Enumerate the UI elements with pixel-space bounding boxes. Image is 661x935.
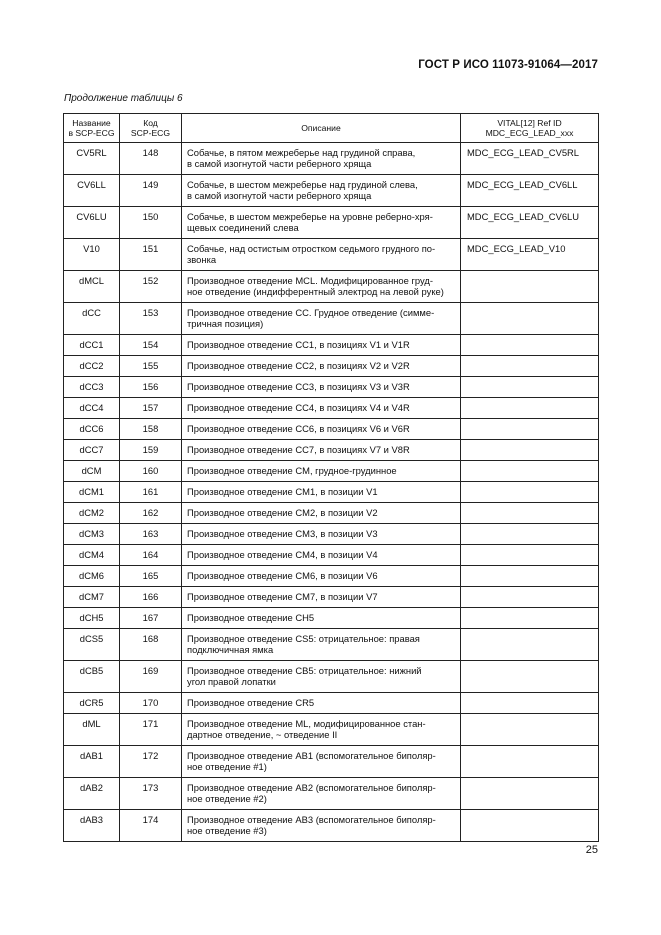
description-line: ное отведение #2): [187, 793, 267, 804]
lead-code-cell: 151: [120, 239, 182, 271]
table-row: [64, 693, 599, 714]
description-line: в самой изогнутой части реберного хряща: [187, 190, 372, 201]
lead-description-cell: [182, 566, 461, 587]
description-line: Производное отведение AB2 (вспомогательное биполяр-: [187, 782, 436, 793]
lead-description-cell: [182, 271, 461, 303]
table-row: [64, 207, 599, 239]
description-line: Производное отведение MCL. Модифицированное груд-: [187, 275, 433, 286]
ref-id-cell: [461, 377, 599, 398]
lead-code-cell: 162: [120, 503, 182, 524]
lead-description-cell: [182, 175, 461, 207]
description-line: Собачье, над остистым отростком седьмого грудного по-: [187, 243, 436, 254]
lead-name-cell: dAB3: [64, 810, 120, 842]
lead-code-cell: 159: [120, 440, 182, 461]
description-line: Производное отведение CM2, в позиции V2: [187, 507, 378, 518]
lead-description-cell: [182, 545, 461, 566]
lead-description-cell: [182, 303, 461, 335]
lead-description-cell: [182, 629, 461, 661]
standard-designation: ГОСТ Р ИСО 11073-91064—2017: [418, 59, 598, 71]
lead-code-cell: 174: [120, 810, 182, 842]
lead-description-cell: [182, 587, 461, 608]
lead-name-cell: dMCL: [64, 271, 120, 303]
lead-name-cell: dCM6: [64, 566, 120, 587]
column-header-code: [120, 114, 182, 143]
description-line: Производное отведение CB5: отрицательное: нижний: [187, 665, 422, 676]
ref-id-cell: [461, 335, 599, 356]
lead-description-cell: [182, 356, 461, 377]
ref-id-cell: [461, 461, 599, 482]
lead-name-cell: dCC7: [64, 440, 120, 461]
lead-description-cell: [182, 440, 461, 461]
ref-id-cell: MDC_ECG_LEAD_CV5RL: [461, 143, 599, 175]
lead-code-cell: 165: [120, 566, 182, 587]
table-row: [64, 239, 599, 271]
lead-name-cell: CV6LU: [64, 207, 120, 239]
ref-id-cell: [461, 482, 599, 503]
ref-id-cell: [461, 608, 599, 629]
lead-code-cell: 171: [120, 714, 182, 746]
description-line: Собачье, в пятом межреберье над грудиной справа,: [187, 147, 416, 158]
lead-name-cell: dCM: [64, 461, 120, 482]
column-header-line: Описание: [301, 123, 341, 133]
lead-code-cell: 149: [120, 175, 182, 207]
description-line: в самой изогнутой части реберного хряща: [187, 158, 372, 169]
lead-name-cell: dCM1: [64, 482, 120, 503]
lead-code-cell: 173: [120, 778, 182, 810]
table-row: [64, 503, 599, 524]
lead-description-cell: [182, 661, 461, 693]
table-row: [64, 143, 599, 175]
lead-description-cell: [182, 482, 461, 503]
ref-id-cell: [461, 440, 599, 461]
ref-id-cell: MDC_ECG_LEAD_CV6LU: [461, 207, 599, 239]
lead-name-cell: CV6LL: [64, 175, 120, 207]
table-header-row: [64, 114, 599, 143]
table-row: [64, 746, 599, 778]
lead-code-cell: 157: [120, 398, 182, 419]
lead-name-cell: dML: [64, 714, 120, 746]
table-row: [64, 810, 599, 842]
description-line: звонка: [187, 254, 217, 265]
description-line: Производное отведение CC7, в позициях V7 и V8R: [187, 444, 410, 455]
description-line: ное отведение (индифферентный электрод на левой руке): [187, 286, 444, 297]
ref-id-cell: [461, 566, 599, 587]
lead-description-cell: [182, 714, 461, 746]
lead-code-cell: 148: [120, 143, 182, 175]
lead-code-cell: 169: [120, 661, 182, 693]
lead-code-cell: 167: [120, 608, 182, 629]
description-line: тричная позиция): [187, 318, 264, 329]
lead-name-cell: V10: [64, 239, 120, 271]
lead-description-cell: [182, 503, 461, 524]
column-header-ref-id: [461, 114, 599, 143]
lead-description-cell: [182, 335, 461, 356]
description-line: Собачье, в шестом межреберье над грудиной слева,: [187, 179, 418, 190]
description-line: Производное отведение CM1, в позиции V1: [187, 486, 378, 497]
table-caption: Продолжение таблицы 6: [64, 93, 183, 104]
table-row: [64, 482, 599, 503]
lead-description-cell: [182, 693, 461, 714]
description-line: Производное отведение CC. Грудное отведение (симме-: [187, 307, 435, 318]
description-line: Производное отведение CM7, в позиции V7: [187, 591, 378, 602]
lead-code-cell: 170: [120, 693, 182, 714]
table-row: [64, 524, 599, 545]
description-line: Производное отведение CM4, в позиции V4: [187, 549, 378, 560]
table-row: [64, 335, 599, 356]
ref-id-cell: [461, 629, 599, 661]
lead-description-cell: [182, 143, 461, 175]
ref-id-cell: [461, 356, 599, 377]
lead-name-cell: dCS5: [64, 629, 120, 661]
description-line: ное отведение #1): [187, 761, 267, 772]
lead-code-cell: 161: [120, 482, 182, 503]
ref-id-cell: [461, 271, 599, 303]
lead-description-cell: [182, 377, 461, 398]
description-line: щевых соединений слева: [187, 222, 299, 233]
column-header-line: Код: [143, 118, 158, 128]
table-row: [64, 303, 599, 335]
ref-id-cell: [461, 524, 599, 545]
ref-id-cell: [461, 303, 599, 335]
lead-name-cell: dCM4: [64, 545, 120, 566]
ref-id-cell: MDC_ECG_LEAD_V10: [461, 239, 599, 271]
column-header-line: MDC_ECG_LEAD_xxx: [485, 128, 574, 138]
table-row: [64, 629, 599, 661]
ref-id-cell: [461, 714, 599, 746]
lead-name-cell: dCM2: [64, 503, 120, 524]
lead-name-cell: dCH5: [64, 608, 120, 629]
lead-name-cell: dCC2: [64, 356, 120, 377]
leads-table: [63, 113, 599, 842]
lead-code-cell: 156: [120, 377, 182, 398]
ref-id-cell: [461, 398, 599, 419]
table-row: [64, 778, 599, 810]
column-header-line: Название: [72, 118, 111, 128]
description-line: Производное отведение CS5: отрицательное: правая: [187, 633, 420, 644]
lead-name-cell: dCM3: [64, 524, 120, 545]
table-row: [64, 356, 599, 377]
column-header-line: SCP-ECG: [130, 128, 171, 138]
lead-description-cell: [182, 239, 461, 271]
lead-description-cell: [182, 778, 461, 810]
lead-name-cell: dCC3: [64, 377, 120, 398]
lead-code-cell: 168: [120, 629, 182, 661]
ref-id-cell: [461, 661, 599, 693]
description-line: Производное отведение AB3 (вспомогательное биполяр-: [187, 814, 436, 825]
table-row: [64, 608, 599, 629]
table-row: [64, 661, 599, 693]
description-line: Производное отведение CC6, в позициях V6 и V6R: [187, 423, 410, 434]
lead-name-cell: dCR5: [64, 693, 120, 714]
lead-code-cell: 160: [120, 461, 182, 482]
lead-name-cell: dAB2: [64, 778, 120, 810]
table-row: [64, 440, 599, 461]
description-line: Производное отведение CC2, в позициях V2 и V2R: [187, 360, 410, 371]
ref-id-cell: [461, 778, 599, 810]
lead-description-cell: [182, 524, 461, 545]
lead-name-cell: CV5RL: [64, 143, 120, 175]
column-header-line: в SCP-ECG: [68, 128, 115, 138]
lead-description-cell: [182, 608, 461, 629]
ref-id-cell: [461, 419, 599, 440]
table-row: [64, 271, 599, 303]
description-line: угол правой лопатки: [187, 676, 276, 687]
lead-code-cell: 150: [120, 207, 182, 239]
description-line: дартное отведение, ~ отведение II: [187, 729, 338, 740]
lead-description-cell: [182, 207, 461, 239]
lead-name-cell: dCC6: [64, 419, 120, 440]
lead-code-cell: 154: [120, 335, 182, 356]
ref-id-cell: MDC_ECG_LEAD_CV6LL: [461, 175, 599, 207]
lead-name-cell: dCC: [64, 303, 120, 335]
column-header-description: [182, 114, 461, 143]
description-line: Производное отведение CM, грудное-грудинное: [187, 465, 397, 476]
lead-code-cell: 166: [120, 587, 182, 608]
column-header-name: [64, 114, 120, 143]
description-line: Производное отведение CM3, в позиции V3: [187, 528, 378, 539]
lead-name-cell: dCB5: [64, 661, 120, 693]
table-row: [64, 419, 599, 440]
lead-code-cell: 152: [120, 271, 182, 303]
lead-name-cell: dAB1: [64, 746, 120, 778]
ref-id-cell: [461, 693, 599, 714]
lead-name-cell: dCC4: [64, 398, 120, 419]
description-line: Производное отведение CH5: [187, 612, 315, 623]
lead-code-cell: 164: [120, 545, 182, 566]
ref-id-cell: [461, 746, 599, 778]
lead-description-cell: [182, 746, 461, 778]
ref-id-cell: [461, 810, 599, 842]
description-line: Производное отведение CR5: [187, 697, 315, 708]
lead-description-cell: [182, 419, 461, 440]
ref-id-cell: [461, 545, 599, 566]
table-row: [64, 175, 599, 207]
lead-code-cell: 153: [120, 303, 182, 335]
description-line: Производное отведение AB1 (вспомогательное биполяр-: [187, 750, 436, 761]
table-row: [64, 461, 599, 482]
description-line: Производное отведение CC3, в позициях V3 и V3R: [187, 381, 410, 392]
lead-code-cell: 172: [120, 746, 182, 778]
description-line: Производное отведение CM6, в позиции V6: [187, 570, 378, 581]
lead-description-cell: [182, 461, 461, 482]
ref-id-cell: [461, 503, 599, 524]
description-line: ное отведение #3): [187, 825, 267, 836]
description-line: Производное отведение CC4, в позициях V4 и V4R: [187, 402, 410, 413]
description-line: Производное отведение CC1, в позициях V1 и V1R: [187, 339, 410, 350]
table-row: [64, 587, 599, 608]
lead-description-cell: [182, 810, 461, 842]
table-row: [64, 377, 599, 398]
column-header-line: VITAL[12] Ref ID: [497, 118, 562, 128]
table-row: [64, 398, 599, 419]
description-line: Производное отведение ML, модифицированное стан-: [187, 718, 426, 729]
description-line: Собачье, в шестом межреберье на уровне реберно-хря-: [187, 211, 433, 222]
table-row: [64, 566, 599, 587]
lead-code-cell: 158: [120, 419, 182, 440]
lead-description-cell: [182, 398, 461, 419]
ref-id-cell: [461, 587, 599, 608]
page-number: 25: [585, 844, 598, 856]
description-line: подключичная ямка: [187, 644, 274, 655]
lead-code-cell: 163: [120, 524, 182, 545]
lead-code-cell: 155: [120, 356, 182, 377]
lead-name-cell: dCC1: [64, 335, 120, 356]
table-row: [64, 714, 599, 746]
lead-name-cell: dCM7: [64, 587, 120, 608]
table-row: [64, 545, 599, 566]
